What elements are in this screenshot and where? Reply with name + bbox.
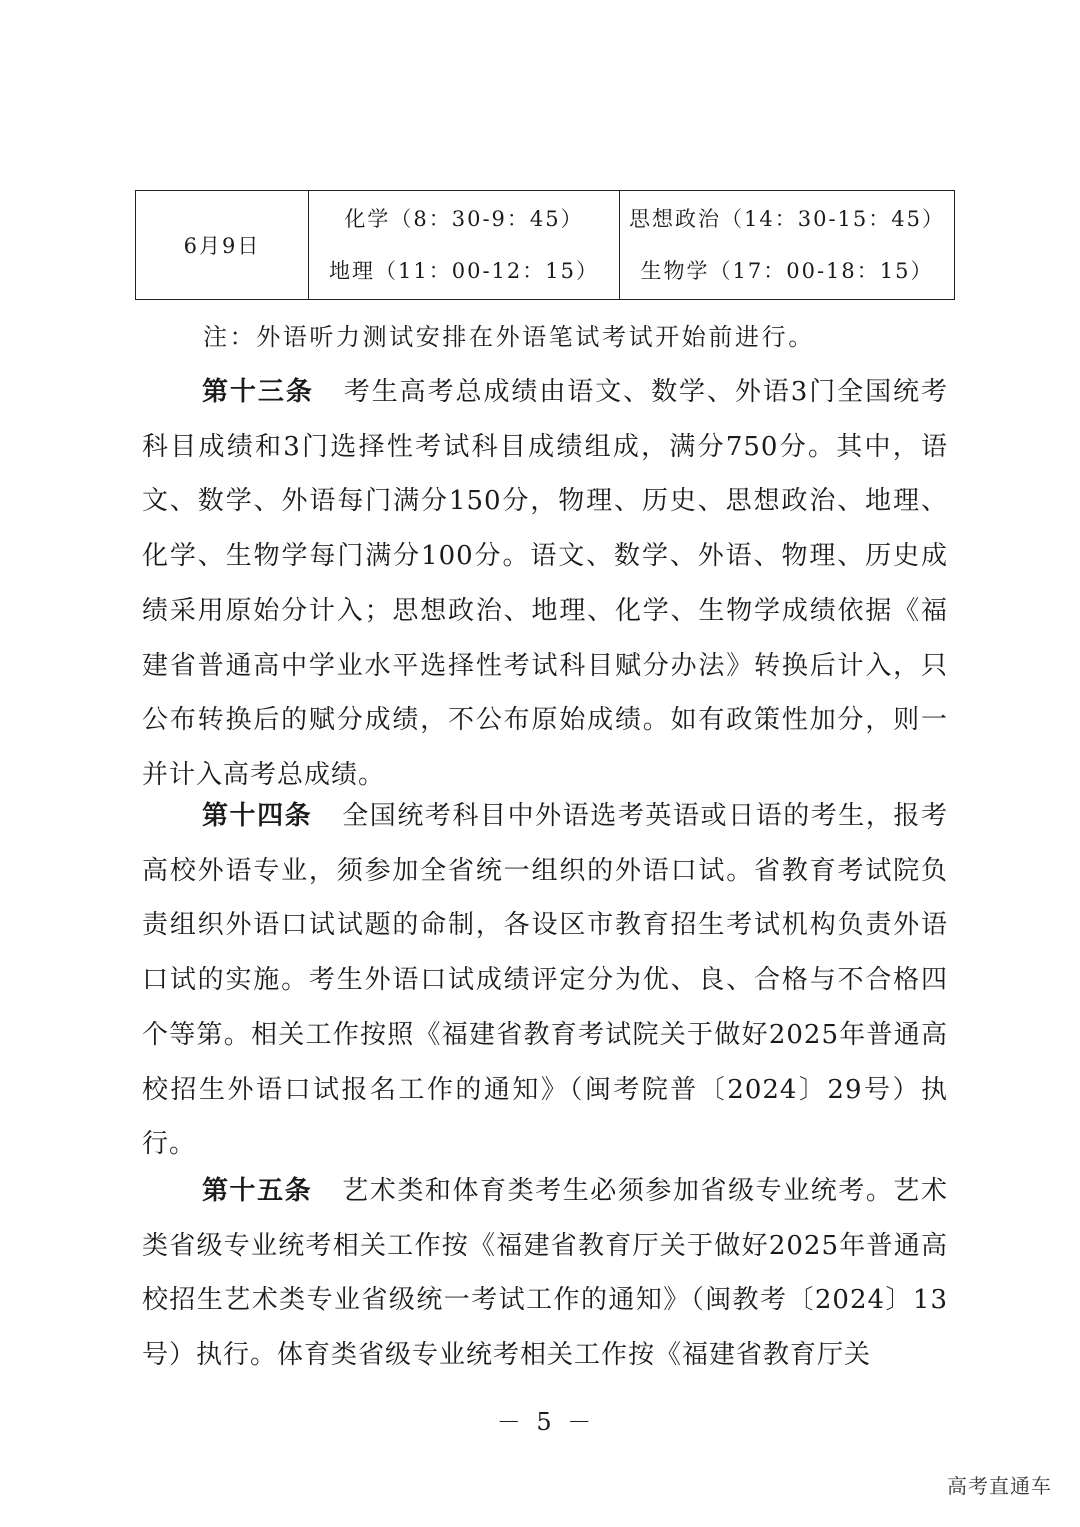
article-title: 第十五条: [202, 1176, 313, 1206]
exam-date: 6月9日: [183, 234, 261, 258]
exam-schedule-table: [135, 190, 955, 300]
article-body: 全国统考科目中外语选考英语或日语的考生，报考高校外语专业，须参加全省统一组织的外语口试。省教育考试院负责组织外语口试试题的命制，各设区市教育招生考试机构负责外语口试的实施。考生外语口试成绩评定分为优、良、合格与不合格四个等第。相关工作按照《福建省教育考试院关于做好2025年普通高校招生外语口试报名工作的通知》（闽考院普〔2024〕29号）执行。: [142, 801, 948, 1160]
morning-exam-2: 地理（11：00-12：15）: [329, 259, 599, 283]
article-15: [142, 1164, 948, 1383]
article-14: [142, 789, 948, 1172]
morning-exam-1: 化学（8：30-9：45）: [344, 207, 584, 231]
article-13: [142, 365, 948, 803]
article-title: 第十三条: [202, 377, 314, 407]
schedule-note: 注：外语听力测试安排在外语笔试考试开始前进行。: [203, 323, 815, 351]
afternoon-exam-2: 生物学（17：00-18：15）: [640, 259, 934, 283]
afternoon-session-cell: [620, 191, 955, 300]
article-title: 第十四条: [202, 801, 313, 831]
page-number: － 5 －: [496, 1408, 596, 1436]
article-body: 艺术类和体育类考生必须参加省级专业统考。艺术类省级专业统考相关工作按《福建省教育厅关于做好2025年普通高校招生艺术类专业省级统一考试工作的通知》（闽教考〔2024〕13号）执行。体育类省级专业统考相关工作按《福建省教育厅关: [142, 1176, 948, 1371]
table-row: [136, 191, 955, 300]
article-body: 考生高考总成绩由语文、数学、外语3门全国统考科目成绩和3门选择性考试科目成绩组成，满分750分。其中，语文、数学、外语每门满分150分，物理、历史、思想政治、地理、化学、生物学每门满分100分。语文、数学、外语、物理、历史成绩采用原始分计入；思想政治、地理、化学、生物学成绩依据《福建省普通高中学业水平选择性考试科目赋分办法》转换后计入，只公布转换后的赋分成绩，不公布原始成绩。如有政策性加分，则一并计入高考总成绩。: [142, 377, 948, 790]
watermark: 高考直通车: [947, 1474, 1052, 1498]
morning-session-cell: [309, 191, 620, 300]
date-cell: [136, 191, 309, 300]
afternoon-exam-1: 思想政治（14：30-15：45）: [629, 207, 945, 231]
